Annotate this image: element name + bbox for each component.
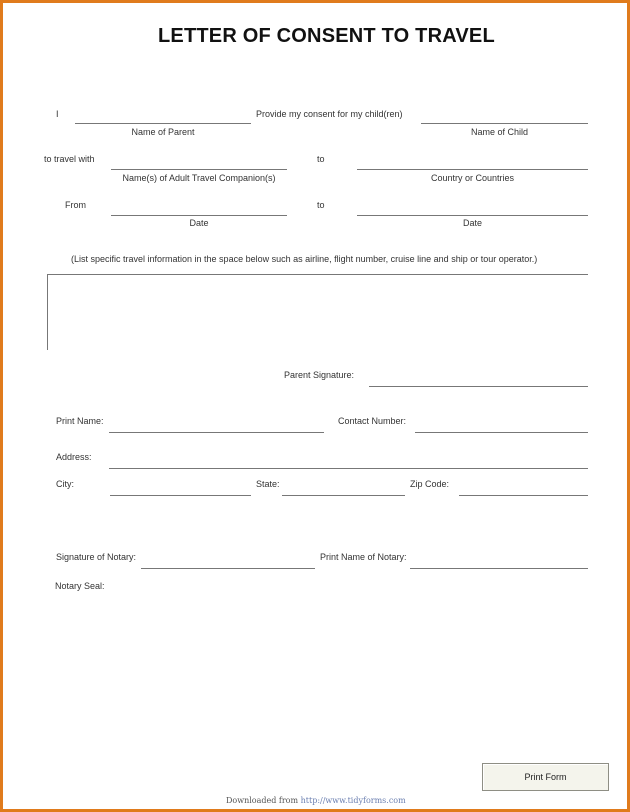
row2-lead-label: to travel with bbox=[44, 154, 95, 164]
consent-statement: Provide my consent for my child(ren) bbox=[256, 109, 403, 119]
parent-signature-label: Parent Signature: bbox=[284, 370, 355, 380]
travel-info-textarea[interactable] bbox=[47, 274, 588, 350]
row2-to-label: to bbox=[317, 154, 325, 164]
footer-prefix: Downloaded from bbox=[226, 796, 299, 805]
footer-url-link[interactable]: http://www.tidyforms.com bbox=[300, 796, 406, 805]
state-label: State: bbox=[256, 479, 280, 489]
from-date-field[interactable] bbox=[111, 215, 287, 216]
to-date-caption: Date bbox=[462, 218, 482, 228]
row3-to-label: to bbox=[317, 200, 325, 210]
notary-print-name-label: Print Name of Notary: bbox=[320, 552, 407, 562]
page-title: LETTER OF CONSENT TO TRAVEL bbox=[158, 25, 495, 47]
print-form-button[interactable]: Print Form bbox=[482, 763, 609, 791]
country-caption: Country or Countries bbox=[430, 173, 515, 183]
child-name-field[interactable] bbox=[421, 123, 588, 124]
companion-name-field[interactable] bbox=[111, 169, 287, 170]
row3-lead-label: From bbox=[65, 200, 86, 210]
city-label: City: bbox=[56, 479, 74, 489]
print-name-field[interactable] bbox=[109, 432, 324, 433]
contact-number-label: Contact Number: bbox=[338, 416, 407, 426]
notary-signature-field[interactable] bbox=[141, 568, 315, 569]
parent-signature-field[interactable] bbox=[369, 386, 588, 387]
country-field[interactable] bbox=[357, 169, 588, 170]
print-name-label: Print Name: bbox=[56, 416, 104, 426]
notary-seal-label: Notary Seal: bbox=[55, 581, 105, 591]
zip-code-label: Zip Code: bbox=[410, 479, 450, 489]
city-field[interactable] bbox=[110, 495, 251, 496]
to-date-field[interactable] bbox=[357, 215, 588, 216]
notary-signature-label: Signature of Notary: bbox=[56, 552, 137, 562]
download-footer bbox=[226, 796, 406, 805]
from-date-caption: Date bbox=[189, 218, 209, 228]
parent-name-field[interactable] bbox=[75, 123, 251, 124]
state-field[interactable] bbox=[282, 495, 405, 496]
notary-print-name-field[interactable] bbox=[410, 568, 588, 569]
row1-lead-label: I bbox=[56, 109, 59, 119]
companion-name-caption: Name(s) of Adult Travel Companion(s) bbox=[122, 173, 276, 183]
address-label: Address: bbox=[56, 452, 92, 462]
contact-number-field[interactable] bbox=[415, 432, 588, 433]
travel-info-instruction: (List specific travel information in the space below such as airline, flight number, cruise line and ship or tour operator.) bbox=[71, 254, 538, 264]
parent-name-caption: Name of Parent bbox=[131, 127, 195, 137]
child-name-caption: Name of Child bbox=[470, 127, 529, 137]
address-field[interactable] bbox=[109, 468, 588, 469]
zip-code-field[interactable] bbox=[459, 495, 588, 496]
